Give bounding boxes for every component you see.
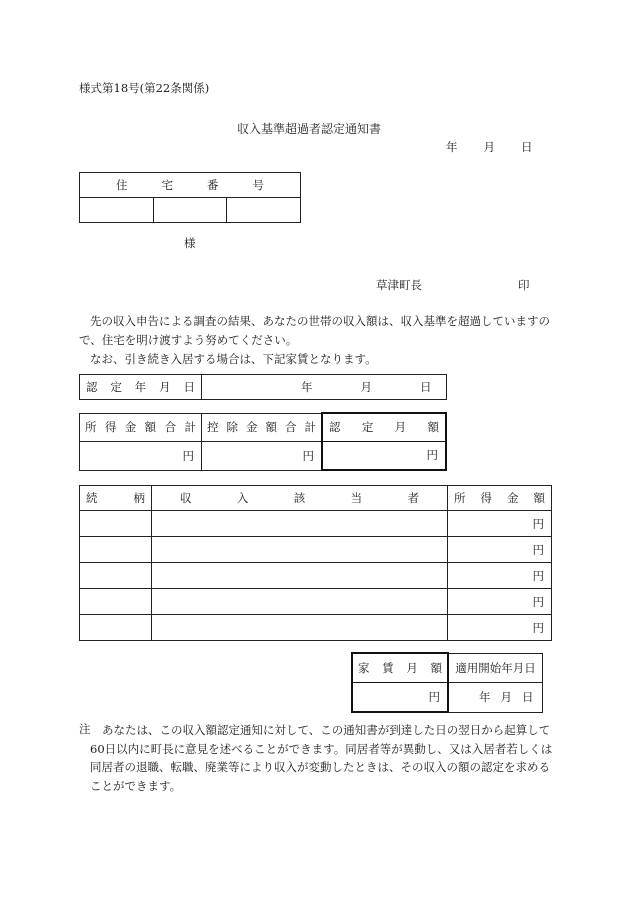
table-row [80, 589, 552, 615]
amounts-table [79, 412, 447, 471]
issue-date [446, 139, 533, 155]
target-person-header: 収 入 該 当 者 [152, 486, 448, 511]
member-income-value: 円 [448, 511, 552, 537]
document-title: 収入基準超過者認定通知書 [237, 122, 382, 136]
cert-monthly-value: 円 [322, 441, 446, 470]
member-income-value: 円 [448, 563, 552, 589]
member-income-value: 円 [448, 615, 552, 641]
start-date-value: 年 月 日 [448, 682, 543, 712]
housing-number-cell [227, 198, 301, 223]
note-text: あなたは、この収入額認定通知に対して、この通知書が到達した日の翌日から起算して60日以内に町長に意見を述べることができます。同居者等が異動し、又は入居者若しくは同居者の退職、転職、廃業等により収入が変動したときは、その収入の額の認定を求めることができます。 [90, 723, 553, 793]
relation-header: 続 柄 [80, 486, 152, 511]
body-paragraph-2: なお、引き続き入居する場合は、下記家賃となります。 [90, 352, 377, 366]
cert-date-value: 年 月 日 [202, 375, 447, 400]
housing-number-cell [80, 198, 154, 223]
seal-mark: 印 [518, 278, 530, 292]
start-date-header: 適用開始年月日 [448, 653, 543, 682]
addressee-suffix: 様 [184, 236, 196, 250]
rent-table [351, 652, 543, 713]
housing-number-cell [153, 198, 227, 223]
housing-number-table [79, 172, 301, 223]
deduction-total-value: 円 [202, 441, 323, 470]
table-row [80, 537, 552, 563]
note-label: 注 [79, 722, 91, 736]
table-row [80, 563, 552, 589]
day-label: 日 [521, 140, 533, 154]
table-row [80, 615, 552, 641]
form-number: 様式第18号(第22条関係) [79, 81, 210, 95]
monthly-rent-value: 円 [352, 682, 448, 712]
year-label: 年 [446, 140, 458, 154]
body-paragraph-1: 先の収入申告による調査の結果、あなたの世帯の収入額は、収入基準を超過していますので、住宅を明け渡すよう努めてください。 [79, 314, 550, 347]
member-income-value: 円 [448, 537, 552, 563]
income-total-header: 所 得 金 額 合 計 [80, 413, 202, 441]
monthly-rent-header: 家 賃 月 額 [352, 653, 448, 682]
cert-date-label: 認 定 年 月 日 [80, 375, 202, 400]
issuer-name: 草津町長 [376, 278, 422, 292]
members-table [79, 485, 552, 641]
member-income-value: 円 [448, 589, 552, 615]
table-row [80, 511, 552, 537]
deduction-total-header: 控 除 金 額 合 計 [202, 413, 323, 441]
income-total-value: 円 [80, 441, 202, 470]
cert-monthly-header: 認 定 月 額 [322, 413, 446, 441]
housing-number-header: 住 宅 番 号 [80, 173, 301, 198]
member-income-header: 所 得 金 額 [448, 486, 552, 511]
month-label: 月 [483, 140, 495, 154]
cert-date-table [79, 374, 447, 400]
